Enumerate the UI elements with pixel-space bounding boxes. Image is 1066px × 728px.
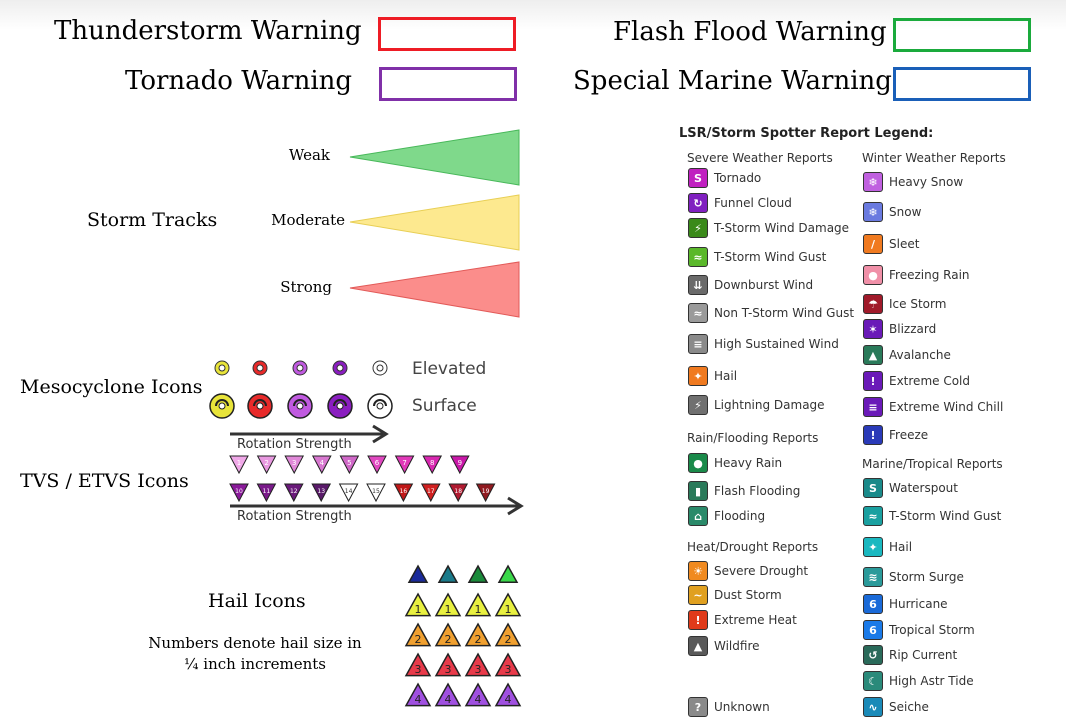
tvs-title: TVS / ETVS Icons	[20, 470, 189, 492]
lsr-right-item-label: Freeze	[889, 428, 929, 442]
lsr-left-item	[688, 191, 792, 215]
lsr-left-item-label: Downburst Wind	[714, 278, 814, 292]
lsr-right-item-label: Seiche	[889, 700, 929, 714]
avalanche-icon: ▲	[863, 345, 883, 365]
lsr-right-item	[863, 263, 970, 287]
hail-title: Hail Icons	[208, 590, 306, 612]
meso-surface-icon	[328, 394, 352, 418]
tvs-number: 1	[236, 459, 242, 467]
lsr-right-item	[863, 535, 912, 559]
hail-icon	[466, 594, 490, 616]
tvs-number: 13	[317, 488, 326, 495]
lsr-left-item	[688, 393, 825, 417]
lsr-right-item	[863, 695, 929, 719]
track-weak-label: Weak	[288, 146, 330, 164]
lsr-left-item-label: Tornado	[714, 171, 762, 185]
tornado-warning-swatch	[379, 67, 517, 101]
cat-rain: Rain/Flooding Reports	[687, 431, 819, 445]
lsr-left-item	[688, 583, 782, 607]
tvs-number: 4	[319, 459, 325, 467]
tvs-icon	[258, 456, 276, 473]
high-sustained-wind-icon: ≡	[688, 334, 708, 354]
hail-number: 1	[444, 603, 452, 617]
special-marine-warning-label: Special Marine Warning	[573, 66, 892, 96]
hail-number: 4	[444, 693, 452, 707]
tvs-icon	[230, 456, 248, 473]
hail-number: 2	[504, 633, 512, 647]
high-astr-tide-icon: ☾	[863, 671, 883, 691]
lsr-right-item-label: High Astr Tide	[889, 674, 974, 688]
tvs-number: 15	[372, 488, 380, 495]
track-moderate-triangle	[350, 195, 519, 250]
lsr-right-item	[863, 476, 958, 500]
tvs-icon	[451, 456, 469, 473]
hail-note	[140, 633, 370, 675]
hail-icon	[496, 684, 520, 706]
hail-number: 2	[444, 633, 452, 647]
lsr-left-item-label: Lightning Damage	[714, 398, 825, 412]
hail-icon	[499, 566, 517, 582]
lsr-right-item	[863, 618, 975, 642]
storm-surge-icon: ≋	[863, 567, 883, 587]
heavy-rain-icon: ●	[688, 453, 708, 473]
hail-note-line2: ¼ inch increments	[184, 655, 326, 673]
track-moderate-label: Moderate	[271, 211, 345, 229]
cat-severe: Severe Weather Reports	[687, 151, 833, 165]
meso-elevated-icon	[333, 361, 347, 375]
wildfire-icon: ▲	[688, 636, 708, 656]
rip-current-icon: ↺	[863, 645, 883, 665]
tvs-icon	[313, 456, 331, 473]
meso-elevated-icon	[215, 361, 229, 375]
lsr-left-item-label: Funnel Cloud	[714, 196, 792, 210]
lsr-left-item	[688, 608, 797, 632]
hail-icon	[436, 684, 460, 706]
lsr-right-item-label: Extreme Wind Chill	[889, 400, 1004, 414]
lsr-left-item-label: Non T-Storm Wind Gust	[714, 306, 855, 320]
lsr-left-item	[688, 245, 826, 269]
hail-icon	[496, 654, 520, 676]
lsr-right-item	[863, 592, 948, 616]
lsr-left-item	[688, 216, 849, 240]
hail-number: 3	[414, 663, 422, 677]
lightning-damage-icon: ⚡	[688, 395, 708, 415]
tvs-number: 7	[402, 459, 407, 467]
tornado-icon: S	[688, 168, 708, 188]
tvs-number: 14	[344, 488, 353, 495]
hail-icon	[406, 654, 430, 676]
lsr-right-item-label: Storm Surge	[889, 570, 964, 584]
heavy-snow-icon: ❄	[863, 172, 883, 192]
lsr-left-item	[688, 273, 813, 297]
downburst-wind-icon: ⇊	[688, 275, 708, 295]
lsr-right-item	[863, 369, 970, 393]
lsr-right-item	[863, 669, 974, 693]
non-t-storm-wind-gust-icon: ≈	[688, 303, 708, 323]
lsr-right-item-label: Ice Storm	[889, 297, 947, 311]
lsr-right-item	[863, 232, 919, 256]
lsr-right-item	[863, 565, 964, 589]
hurricane-icon: 6	[863, 594, 883, 614]
hail-number: 3	[444, 663, 452, 677]
t-storm-wind-gust-icon: ≈	[863, 506, 883, 526]
freeze-icon: !	[863, 425, 883, 445]
hail-note-line1: Numbers denote hail size in	[148, 634, 362, 652]
lsr-right-item-label: Hail	[889, 540, 913, 554]
funnel-cloud-icon: ↻	[688, 193, 708, 213]
hail-number: 2	[414, 633, 422, 647]
hail-icon	[466, 684, 490, 706]
hail-number: 1	[474, 603, 482, 617]
lsr-right-item-label: Tropical Storm	[889, 623, 975, 637]
extreme-cold-icon: !	[863, 371, 883, 391]
lsr-right-item	[863, 643, 957, 667]
hail-number: 4	[504, 693, 512, 707]
hail-number: 4	[474, 693, 482, 707]
t-storm-wind-damage-icon: ⚡	[688, 218, 708, 238]
meso-elevated-icon	[293, 361, 307, 375]
tvs-icon	[285, 456, 303, 473]
lsr-right-item	[863, 395, 1003, 419]
thunderstorm-warning-label: Thunderstorm Warning	[54, 16, 362, 46]
lsr-left-item-label: Unknown	[714, 700, 770, 714]
cat-marine: Marine/Tropical Reports	[862, 457, 1003, 471]
meso-elevated-label: Elevated	[412, 359, 487, 379]
rotation-strength-label-lower: Rotation Strength	[237, 509, 352, 524]
lsr-right-item-label: Snow	[889, 205, 922, 219]
special-marine-warning-swatch	[893, 67, 1031, 101]
mesocyclone-title: Mesocyclone Icons	[20, 376, 203, 398]
lsr-right-item-label: Rip Current	[889, 648, 958, 662]
lsr-right-item	[863, 292, 946, 316]
thunderstorm-warning-swatch	[378, 17, 516, 51]
lsr-left-item	[688, 559, 808, 583]
lsr-left-item-label: Extreme Heat	[714, 613, 797, 627]
tvs-number: 11	[262, 488, 271, 495]
hail-icon	[436, 624, 460, 646]
unknown-icon: ?	[688, 697, 708, 717]
cat-heat: Heat/Drought Reports	[687, 540, 819, 554]
tvs-number: 6	[374, 459, 380, 467]
lsr-left-item-label: T-Storm Wind Damage	[714, 221, 850, 235]
lsr-right-item	[863, 200, 921, 224]
hail-number: 3	[474, 663, 482, 677]
hail-icons	[400, 560, 530, 720]
lsr-left-item-label: Flooding	[714, 509, 766, 523]
track-strong-label: Strong	[280, 278, 332, 296]
hail-icon: ✦	[688, 366, 708, 386]
hail-icon	[436, 654, 460, 676]
tvs-number: 3	[291, 459, 297, 467]
tvs-number: 5	[347, 459, 352, 467]
lsr-right-item-label: Heavy Snow	[889, 175, 964, 189]
hail-icon	[406, 684, 430, 706]
lsr-left-item-label: Wildfire	[714, 639, 760, 653]
track-weak-triangle	[350, 130, 519, 185]
flash-flood-warning-swatch	[893, 18, 1031, 52]
lsr-left-item-label: Flash Flooding	[714, 484, 801, 498]
dust-storm-icon: ~	[688, 585, 708, 605]
tvs-number: 17	[426, 488, 435, 495]
lsr-left-item	[688, 332, 839, 356]
lsr-right-item-label: T-Storm Wind Gust	[889, 509, 1002, 523]
lsr-right-item-label: Sleet	[889, 237, 920, 251]
lsr-left-item-label: Severe Drought	[714, 564, 809, 578]
lsr-left-item	[688, 301, 854, 325]
flooding-icon: ⌂	[688, 506, 708, 526]
hail-icon	[496, 624, 520, 646]
storm-tracks-title: Storm Tracks	[87, 209, 218, 231]
meso-surface-icon	[288, 394, 312, 418]
meso-surface-label: Surface	[412, 396, 477, 416]
tvs-icon	[340, 456, 358, 473]
tvs-icon	[423, 456, 441, 473]
lsr-right-item-label: Freezing Rain	[889, 268, 970, 282]
meso-elevated-icon	[253, 361, 267, 375]
lsr-left-item-label: Heavy Rain	[714, 456, 783, 470]
hail-icon	[466, 654, 490, 676]
tvs-number: 2	[264, 459, 269, 467]
sleet-icon: /	[863, 234, 883, 254]
lsr-left-item	[688, 364, 737, 388]
hail-icon	[439, 566, 457, 582]
hail-icon	[406, 594, 430, 616]
flash-flood-warning-label: Flash Flood Warning	[613, 17, 887, 47]
lsr-left-item-label: T-Storm Wind Gust	[714, 250, 827, 264]
tvs-number: 16	[399, 488, 408, 495]
tvs-number: 8	[429, 459, 435, 467]
ice-storm-icon: ☂	[863, 294, 883, 314]
lsr-left-item-label: High Sustained Wind	[714, 337, 839, 351]
tvs-number: 12	[289, 488, 298, 495]
hail-number: 1	[504, 603, 512, 617]
extreme-wind-chill-icon: ≡	[863, 397, 883, 417]
hail-icon	[406, 624, 430, 646]
storm-track-triangles	[340, 125, 530, 325]
lsr-left-item	[688, 695, 770, 719]
waterspout-icon: S	[863, 478, 883, 498]
hail-number: 1	[414, 603, 422, 617]
hail-number: 4	[414, 693, 422, 707]
lsr-right-item	[863, 423, 928, 447]
freezing-rain-icon: ●	[863, 265, 883, 285]
tvs-number: 18	[454, 488, 463, 495]
mesocyclone-icons	[200, 352, 400, 427]
lsr-legend-title: LSR/Storm Spotter Report Legend:	[679, 126, 934, 141]
hail-number: 3	[504, 663, 512, 677]
t-storm-wind-gust-icon: ≈	[688, 247, 708, 267]
lsr-right-item	[863, 170, 963, 194]
lsr-left-item	[688, 504, 765, 528]
hail-icon	[436, 594, 460, 616]
hail-icon: ✦	[863, 537, 883, 557]
blizzard-icon: ✶	[863, 319, 883, 339]
meso-surface-icon	[248, 394, 272, 418]
lsr-left-item-label: Dust Storm	[714, 588, 782, 602]
flash-flooding-icon: ▮	[688, 481, 708, 501]
seiche-icon: ∿	[863, 697, 883, 717]
meso-surface-icon	[210, 394, 234, 418]
lsr-left-item	[688, 451, 782, 475]
tvs-number: 19	[481, 488, 490, 495]
lsr-right-item-label: Extreme Cold	[889, 374, 970, 388]
lsr-right-item-label: Blizzard	[889, 322, 937, 336]
lsr-right-item	[863, 343, 951, 367]
hail-icon	[409, 566, 427, 582]
lsr-right-item-label: Hurricane	[889, 597, 948, 611]
tvs-icon	[396, 456, 414, 473]
extreme-heat-icon: !	[688, 610, 708, 630]
severe-drought-icon: ☀	[688, 561, 708, 581]
lsr-left-item-label: Hail	[714, 369, 738, 383]
lsr-right-item	[863, 317, 936, 341]
lsr-right-item-label: Avalanche	[889, 348, 951, 362]
lsr-right-item-label: Waterspout	[889, 481, 958, 495]
hail-icon	[496, 594, 520, 616]
tornado-warning-label: Tornado Warning	[125, 66, 353, 96]
meso-elevated-icon	[373, 361, 387, 375]
tropical-storm-icon: 6	[863, 620, 883, 640]
hail-icon	[469, 566, 487, 582]
lsr-left-item	[688, 634, 760, 658]
tvs-icon	[368, 456, 386, 473]
lsr-left-item	[688, 479, 800, 503]
rotation-strength-label-upper: Rotation Strength	[237, 437, 352, 452]
hail-icon	[466, 624, 490, 646]
tvs-number: 9	[457, 459, 463, 467]
lsr-right-item	[863, 504, 1001, 528]
hail-number: 2	[474, 633, 482, 647]
cat-winter: Winter Weather Reports	[862, 151, 1006, 165]
meso-surface-icon	[368, 394, 392, 418]
snow-icon: ❄	[863, 202, 883, 222]
tvs-number: 10	[235, 488, 243, 495]
lsr-left-item	[688, 166, 761, 190]
track-strong-triangle	[350, 262, 519, 317]
